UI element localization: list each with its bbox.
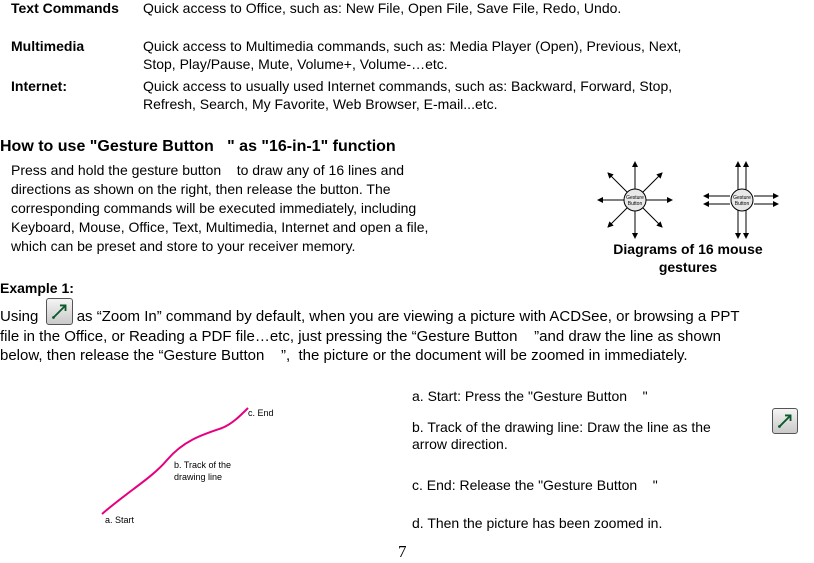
gesture-diagrams xyxy=(590,158,790,242)
row-desc-internet-1: Quick access to usually used Internet commands, such as: Backward, Forward, Stop, xyxy=(143,78,673,94)
para-line: directions as shown on the right, then release the button. The xyxy=(11,181,391,197)
para-line: which can be preset and store to your receiver memory. xyxy=(11,238,356,254)
example-line-1-rest: as “Zoom In” command by default, when you are viewing a picture with ACDSee, or browsing a PPT xyxy=(76,308,740,325)
diagram-center-label: Gesture xyxy=(733,195,751,201)
using-word: Using xyxy=(0,308,39,325)
figure-label-track-1: b. Track of the xyxy=(174,460,232,470)
example-line-2: file in the Office, or Reading a PDF file…etc, just pressing the “Gesture Button ”and draw the line as shown xyxy=(0,328,721,345)
row-label-multimedia: Multimedia xyxy=(11,38,85,54)
row-desc-text: Quick access to Office, such as: New File, Open File, Save File, Redo, Undo. xyxy=(143,0,622,16)
step-b-line-2: arrow direction. xyxy=(412,436,508,452)
zoom-gesture-icon xyxy=(46,298,73,325)
row-desc-internet-2: Refresh, Search, My Favorite, Web Browser, E-mail...etc. xyxy=(143,96,498,112)
diagram-center-label: Gesture xyxy=(626,195,644,201)
example-line-3: below, then release the “Gesture Button ”, the picture or the document will be zoomed in immediately. xyxy=(0,347,688,364)
diagram-center-label: Button xyxy=(734,201,750,207)
step-c: c. End: Release the "Gesture Button " xyxy=(412,477,658,493)
example-heading: Example 1: xyxy=(0,280,74,296)
step-d: d. Then the picture has been zoomed in. xyxy=(412,515,663,531)
figure-label-track-2: drawing line xyxy=(174,472,223,482)
row-desc-multimedia-2: Stop, Play/Pause, Mute, Volume+, Volume-…etc. xyxy=(143,56,448,72)
row-desc-multimedia-1: Quick access to Multimedia commands, such as: Media Player (Open), Previous, Next, xyxy=(143,38,682,54)
figure-label-end: c. End xyxy=(248,408,274,418)
diagram-caption: Diagrams of 16 mouse gestures xyxy=(613,241,763,275)
step-a: a. Start: Press the "Gesture Button " xyxy=(412,388,648,404)
instructions-paragraph xyxy=(11,162,428,257)
para-line: Press and hold the gesture button to draw any of 16 lines and xyxy=(11,162,405,178)
para-line: Keyboard, Mouse, Office, Text, Multimedia, Internet and open a file, xyxy=(11,219,429,235)
page-number: 7 xyxy=(398,542,407,561)
step-b-line-1: b. Track of the drawing line: Draw the line as the xyxy=(412,419,711,435)
para-line: corresponding commands will be executed immediately, including xyxy=(11,200,417,216)
diagram-center-label: Button xyxy=(627,201,643,207)
row-label-internet: Internet: xyxy=(11,78,67,94)
figure-label-start: a. Start xyxy=(105,515,135,525)
zoom-gesture-icon xyxy=(772,408,798,434)
section-heading: How to use "Gesture Button " as "16-in-1" function xyxy=(0,138,396,155)
row-label-text: Text Commands xyxy=(11,0,119,16)
